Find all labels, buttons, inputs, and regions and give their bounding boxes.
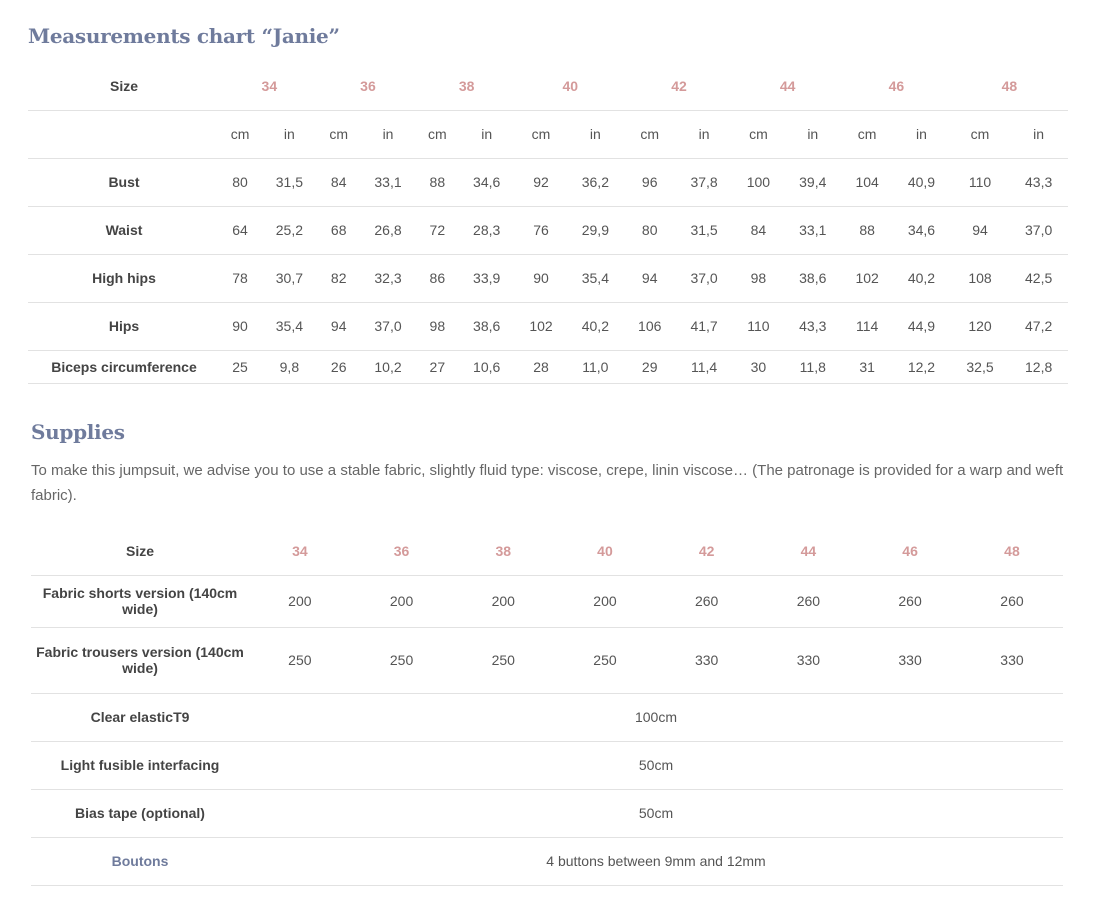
supply-row: [31, 741, 1063, 789]
measurement-label: Bust: [28, 158, 220, 206]
measurement-value: 94: [319, 302, 359, 350]
fabric-value: 250: [249, 627, 351, 693]
fabric-row: [31, 575, 1063, 627]
measurement-value: 92: [516, 158, 566, 206]
fabric-value: 260: [758, 575, 860, 627]
fabric-value: 330: [656, 627, 758, 693]
measurement-value: 27: [417, 350, 457, 383]
measurement-value: 43,3: [1009, 158, 1068, 206]
measurement-value: 31: [842, 350, 892, 383]
measurement-value: 110: [733, 302, 783, 350]
unit-cm: cm: [516, 110, 566, 158]
measurement-value: 37,0: [675, 254, 734, 302]
supply-value: 50cm: [249, 741, 1063, 789]
unit-cm: cm: [625, 110, 675, 158]
unit-in: in: [1009, 110, 1068, 158]
fabric-label: Fabric shorts version (140cm wide): [31, 575, 249, 627]
fabric-value: 330: [758, 627, 860, 693]
measurement-value: 12,2: [892, 350, 951, 383]
fabric-value: 330: [961, 627, 1063, 693]
measurement-value: 84: [733, 206, 783, 254]
fabric-row: [31, 627, 1063, 693]
measurement-value: 40,9: [892, 158, 951, 206]
size-46: 46: [859, 527, 961, 575]
size-label: Size: [28, 62, 220, 110]
measurement-value: 11,4: [675, 350, 734, 383]
size-48: 48: [961, 527, 1063, 575]
fabric-value: 250: [351, 627, 453, 693]
measurement-value: 88: [417, 158, 457, 206]
measurement-value: 26,8: [359, 206, 418, 254]
measurement-value: 72: [417, 206, 457, 254]
measurement-value: 31,5: [260, 158, 319, 206]
fabric-label: Fabric trousers version (140cm wide): [31, 627, 249, 693]
measurement-value: 32,3: [359, 254, 418, 302]
size-38: 38: [452, 527, 554, 575]
measurement-value: 120: [951, 302, 1010, 350]
fabric-value: 200: [554, 575, 656, 627]
measurement-value: 33,1: [784, 206, 843, 254]
measurement-row: [28, 158, 1068, 206]
measurement-value: 100: [733, 158, 783, 206]
measurement-value: 34,6: [457, 158, 516, 206]
size-42: 42: [656, 527, 758, 575]
measurement-value: 102: [842, 254, 892, 302]
size-40: 40: [554, 527, 656, 575]
unit-cm: cm: [733, 110, 783, 158]
size-38: 38: [417, 62, 516, 110]
measurement-value: 28: [516, 350, 566, 383]
measurement-value: 94: [951, 206, 1010, 254]
supplies-description: To make this jumpsuit, we advise you to use a stable fabric, slightly fluid type: viscose, crepe, linin viscose… (The patronage is provided for a warp and weft fabric).: [31, 462, 1064, 504]
measurements-title: Measurements chart “Janie”: [28, 24, 340, 48]
measurement-value: 36,2: [566, 158, 625, 206]
size-42: 42: [625, 62, 734, 110]
unit-in: in: [784, 110, 843, 158]
measurement-value: 80: [220, 158, 260, 206]
unit-in: in: [457, 110, 516, 158]
measurement-value: 40,2: [892, 254, 951, 302]
measurement-row: [28, 206, 1068, 254]
measurement-value: 37,8: [675, 158, 734, 206]
measurement-value: 47,2: [1009, 302, 1068, 350]
measurement-value: 43,3: [784, 302, 843, 350]
unit-cm: cm: [220, 110, 260, 158]
size-34: 34: [249, 527, 351, 575]
measurement-value: 35,4: [566, 254, 625, 302]
measurement-value: 98: [417, 302, 457, 350]
measurement-value: 37,0: [1009, 206, 1068, 254]
size-46: 46: [842, 62, 951, 110]
measurement-value: 114: [842, 302, 892, 350]
supply-row: [31, 693, 1063, 741]
measurement-value: 64: [220, 206, 260, 254]
measurement-label: Hips: [28, 302, 220, 350]
fabric-value: 260: [859, 575, 961, 627]
measurement-value: 10,6: [457, 350, 516, 383]
measurement-value: 41,7: [675, 302, 734, 350]
fabric-value: 260: [656, 575, 758, 627]
measurement-value: 42,5: [1009, 254, 1068, 302]
measurement-value: 98: [733, 254, 783, 302]
measurement-row: [28, 302, 1068, 350]
unit-in: in: [359, 110, 418, 158]
measurement-value: 35,4: [260, 302, 319, 350]
measurement-value: 30,7: [260, 254, 319, 302]
measurement-label: High hips: [28, 254, 220, 302]
measurement-value: 96: [625, 158, 675, 206]
size-48: 48: [951, 62, 1068, 110]
size-34: 34: [220, 62, 319, 110]
fabric-value: 260: [961, 575, 1063, 627]
measurement-value: 102: [516, 302, 566, 350]
measurement-value: 33,9: [457, 254, 516, 302]
measurement-value: 29,9: [566, 206, 625, 254]
size-36: 36: [319, 62, 418, 110]
supply-value: 50cm: [249, 789, 1063, 837]
measurement-row: [28, 350, 1068, 383]
measurement-value: 34,6: [892, 206, 951, 254]
unit-in: in: [675, 110, 734, 158]
measurement-value: 44,9: [892, 302, 951, 350]
size-44: 44: [758, 527, 860, 575]
unit-cm: cm: [951, 110, 1010, 158]
fabric-value: 200: [452, 575, 554, 627]
measurement-value: 68: [319, 206, 359, 254]
measurement-value: 12,8: [1009, 350, 1068, 383]
measurement-value: 84: [319, 158, 359, 206]
supply-label: Clear elasticT9: [31, 693, 249, 741]
fabric-value: 200: [249, 575, 351, 627]
unit-in: in: [566, 110, 625, 158]
measurement-value: 39,4: [784, 158, 843, 206]
size-40: 40: [516, 62, 625, 110]
measurement-value: 90: [516, 254, 566, 302]
measurement-value: 25: [220, 350, 260, 383]
unit-cm: cm: [417, 110, 457, 158]
fabric-value: 250: [554, 627, 656, 693]
size-header-row: [28, 62, 1068, 110]
unit-in: in: [260, 110, 319, 158]
measurement-value: 40,2: [566, 302, 625, 350]
fabric-value: 330: [859, 627, 961, 693]
measurement-value: 106: [625, 302, 675, 350]
measurement-value: 88: [842, 206, 892, 254]
measurement-value: 25,2: [260, 206, 319, 254]
supply-label: Bias tape (optional): [31, 789, 249, 837]
unit-in: in: [892, 110, 951, 158]
supply-label: Light fusible interfacing: [31, 741, 249, 789]
supplies-title: Supplies: [31, 420, 125, 444]
measurement-value: 10,2: [359, 350, 418, 383]
measurement-value: 30: [733, 350, 783, 383]
measurement-value: 38,6: [784, 254, 843, 302]
measurement-value: 31,5: [675, 206, 734, 254]
size-label: Size: [31, 527, 249, 575]
measurement-label: Biceps circumference: [28, 350, 220, 383]
supply-row: [31, 837, 1063, 885]
measurement-row: [28, 254, 1068, 302]
measurement-value: 33,1: [359, 158, 418, 206]
measurement-value: 11,8: [784, 350, 843, 383]
supply-value: 100cm: [249, 693, 1063, 741]
measurement-value: 26: [319, 350, 359, 383]
measurement-value: 90: [220, 302, 260, 350]
measurement-value: 82: [319, 254, 359, 302]
measurement-value: 104: [842, 158, 892, 206]
measurement-value: 86: [417, 254, 457, 302]
measurement-value: 76: [516, 206, 566, 254]
measurements-table: [28, 62, 1068, 384]
supplies-table: [31, 527, 1063, 886]
measurement-value: 29: [625, 350, 675, 383]
empty-cell: [28, 110, 220, 158]
supplies-size-row: [31, 527, 1063, 575]
measurement-value: 108: [951, 254, 1010, 302]
measurement-value: 78: [220, 254, 260, 302]
supply-value: 4 buttons between 9mm and 12mm: [249, 837, 1063, 885]
size-44: 44: [733, 62, 842, 110]
measurement-value: 37,0: [359, 302, 418, 350]
unit-cm: cm: [842, 110, 892, 158]
measurement-label: Waist: [28, 206, 220, 254]
measurement-value: 38,6: [457, 302, 516, 350]
measurement-value: 80: [625, 206, 675, 254]
measurement-value: 110: [951, 158, 1010, 206]
measurement-value: 11,0: [566, 350, 625, 383]
fabric-value: 200: [351, 575, 453, 627]
measurement-value: 32,5: [951, 350, 1010, 383]
unit-header-row: [28, 110, 1068, 158]
supply-label: Boutons: [31, 837, 249, 885]
fabric-value: 250: [452, 627, 554, 693]
size-36: 36: [351, 527, 453, 575]
measurement-value: 94: [625, 254, 675, 302]
measurement-value: 28,3: [457, 206, 516, 254]
supply-row: [31, 789, 1063, 837]
measurement-value: 9,8: [260, 350, 319, 383]
unit-cm: cm: [319, 110, 359, 158]
